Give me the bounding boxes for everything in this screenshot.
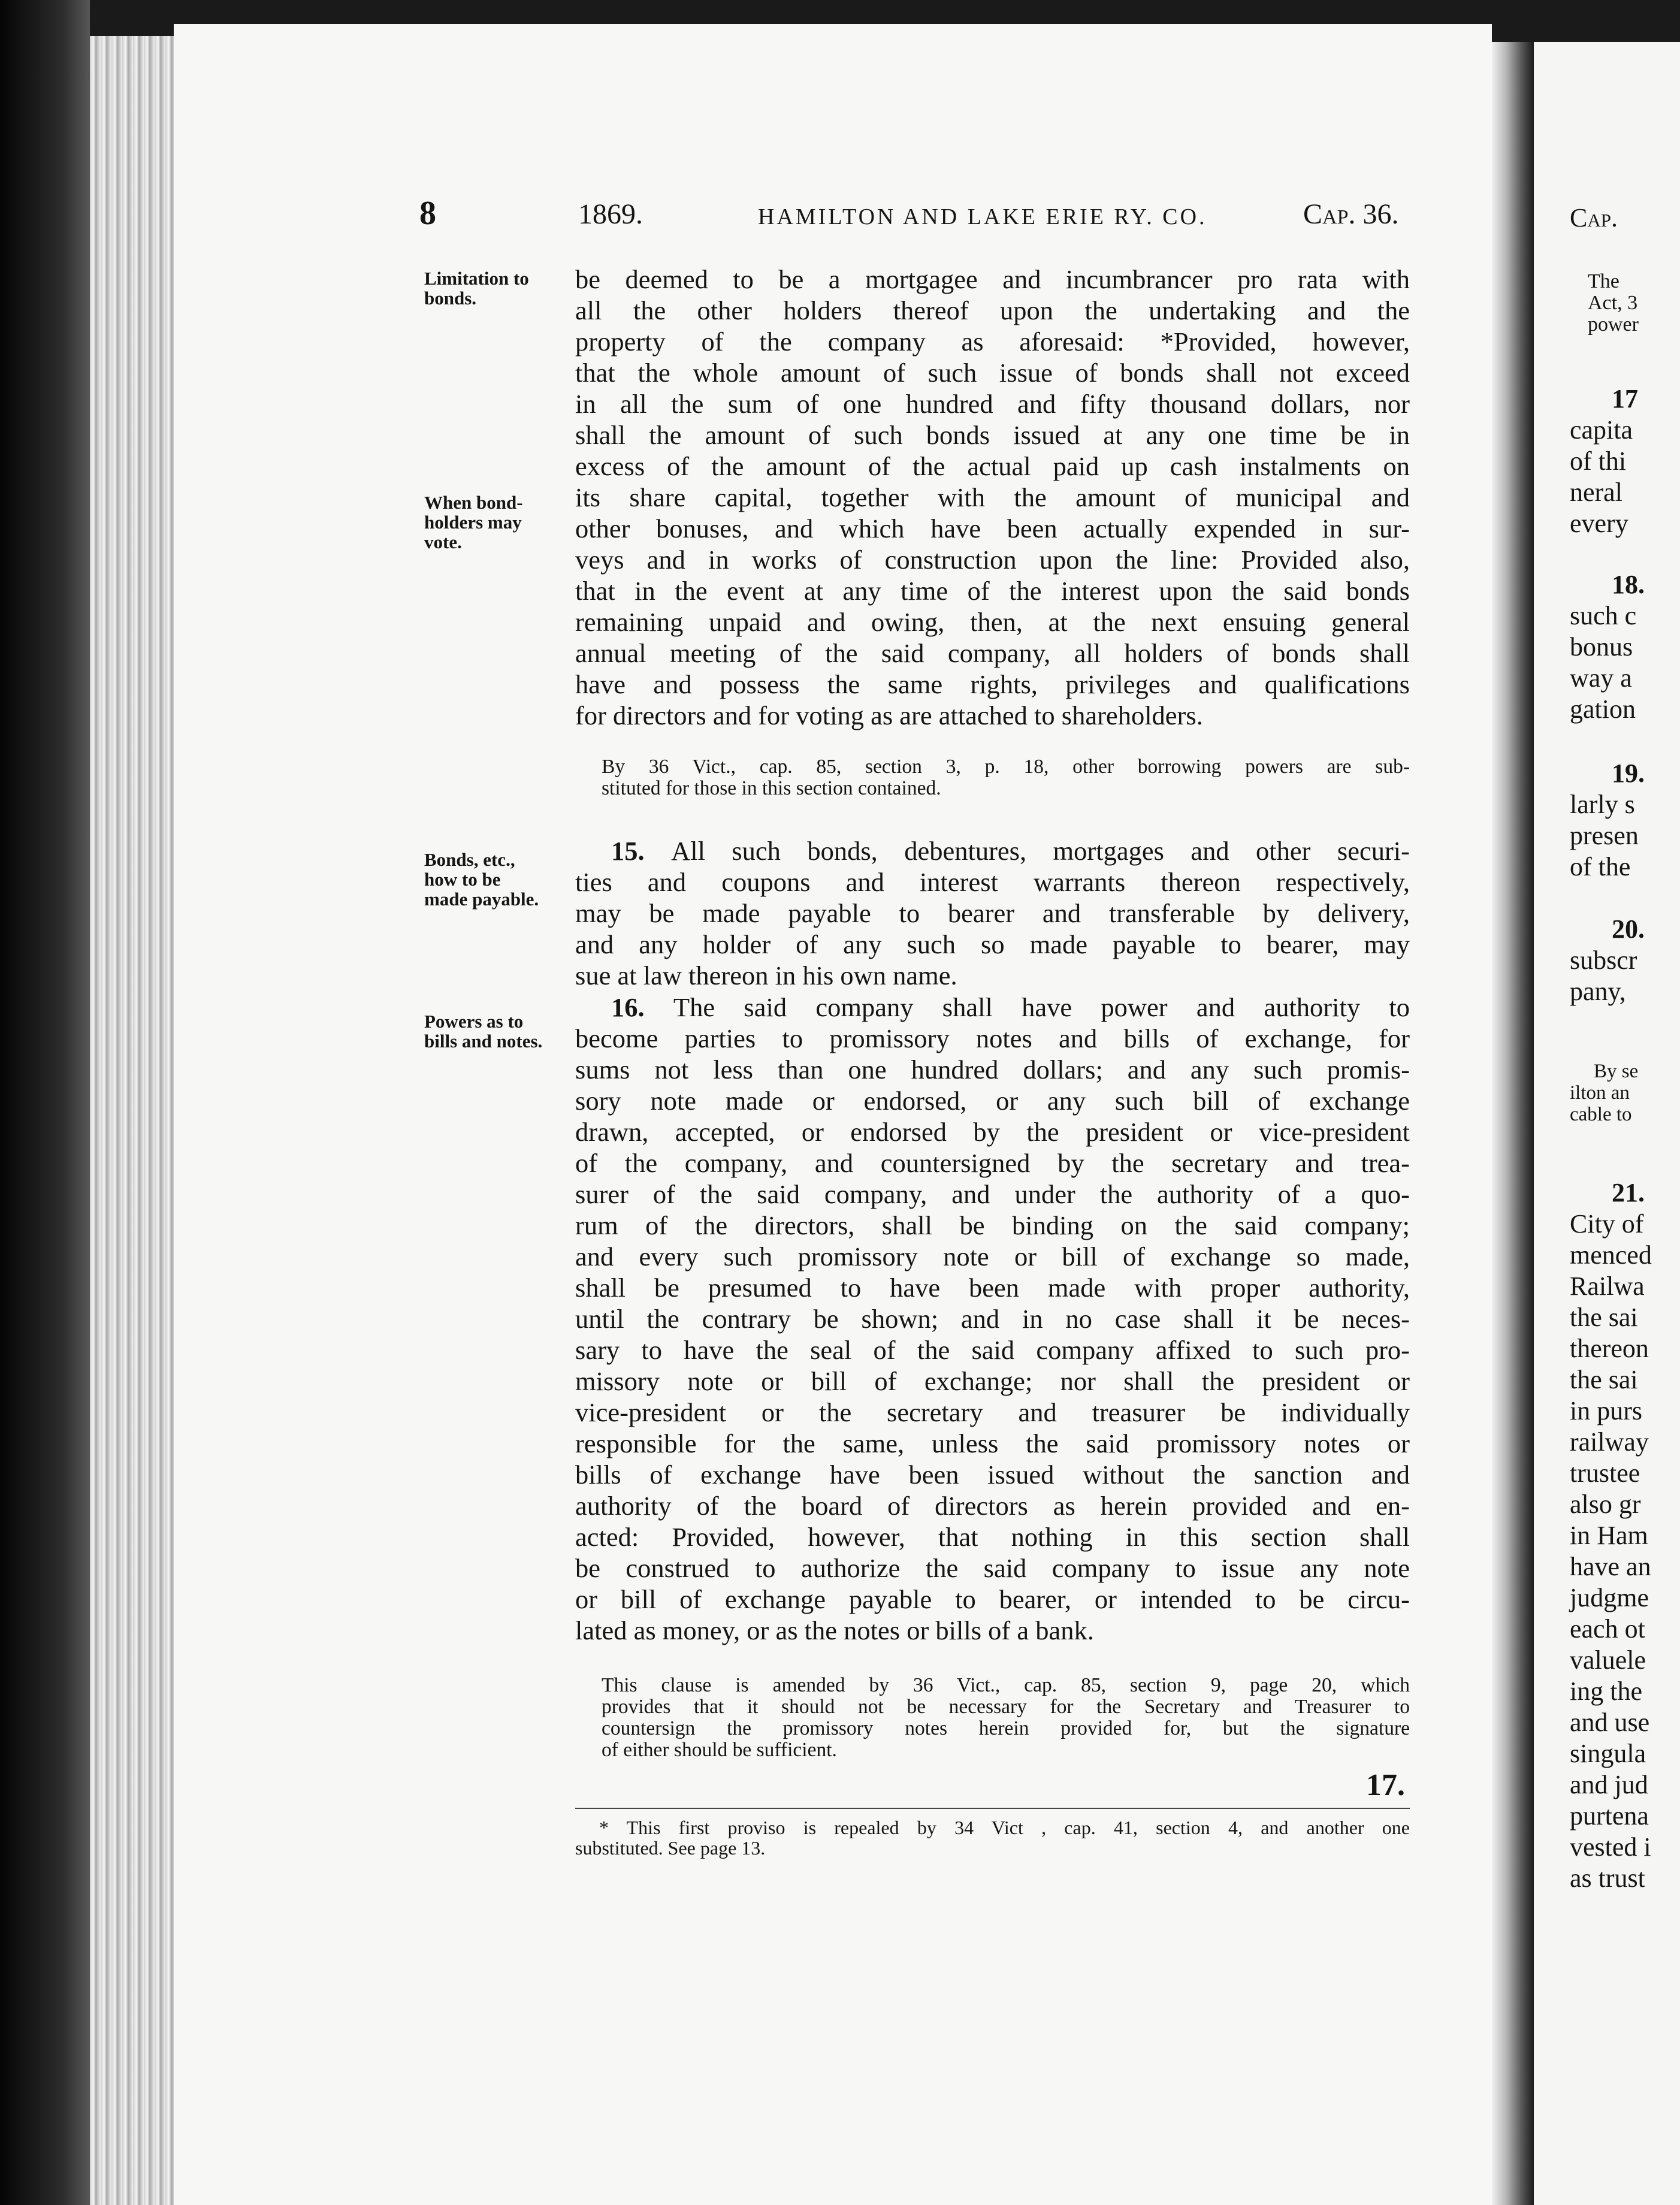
fragment-line: The xyxy=(1588,270,1619,292)
footnote xyxy=(575,1817,1410,1858)
fragment-section-number: 18. xyxy=(1612,570,1645,599)
margin-note-line: Limitation to xyxy=(424,268,529,289)
text-line: have and possess the same rights, privileges and qualifications xyxy=(575,669,1410,699)
text-line: all the other holders thereof upon the undertaking and the xyxy=(575,295,1410,325)
footnote-line: * This first proviso is repealed by 34 Vict , cap. 41, section 4, and another one xyxy=(599,1817,1410,1838)
fragment-line: such c xyxy=(1570,601,1637,630)
fragment-section-number: 17 xyxy=(1612,384,1638,413)
text-line: veys and in works of construction upon the line: Provided also, xyxy=(575,545,1410,575)
text-line: become parties to promissory notes and bills of exchange, for xyxy=(575,1023,1410,1053)
text-line: vice-president or the secretary and treasurer be individually xyxy=(575,1397,1410,1427)
text-line: sary to have the seal of the said company affixed to such pro- xyxy=(575,1335,1410,1365)
note-line: This clause is amended by 36 Vict., cap. 85, section 9, page 20, which xyxy=(602,1674,1410,1696)
footnote-rule xyxy=(575,1808,1410,1809)
fragment-line: and use xyxy=(1570,1708,1650,1737)
fragment-line: ilton an xyxy=(1570,1082,1630,1104)
text-line: and any holder of any such so made payable to bearer, may xyxy=(575,929,1410,959)
text-line: other bonuses, and which have been actually expended in sur- xyxy=(575,514,1410,543)
text-line: rum of the directors, shall be binding on the said company; xyxy=(575,1210,1410,1240)
fragment-line: also gr xyxy=(1570,1490,1641,1519)
margin-note-line: bills and notes. xyxy=(424,1031,543,1052)
header-title: HAMILTON AND LAKE ERIE RY. CO. xyxy=(758,204,1207,229)
fragment-line: subscr xyxy=(1570,946,1637,975)
text-line: authority of the board of directors as herein provided and en- xyxy=(575,1491,1410,1521)
fragment-line: By se xyxy=(1594,1061,1639,1082)
text-line: its share capital, together with the amount of municipal and xyxy=(575,482,1410,512)
next-page-section-17 xyxy=(1570,383,1638,539)
editorial-note-2 xyxy=(575,1675,1410,1761)
fragment-line: Act, 3 xyxy=(1588,292,1638,314)
fragment-line: and jud xyxy=(1570,1770,1648,1799)
header-chapter: Cap. 36. xyxy=(1303,198,1399,230)
fragment-line: in Ham xyxy=(1570,1521,1648,1550)
text-line: of the company, and countersigned by the secretary and trea- xyxy=(575,1148,1410,1178)
text-line: sue at law thereon in his own name. xyxy=(575,960,957,990)
text-line: bills of exchange have been issued without the sanction and xyxy=(575,1460,1410,1490)
next-page-note-top xyxy=(1588,271,1639,336)
margin-note-line: Bonds, etc., xyxy=(424,849,515,870)
fragment-line: of thi xyxy=(1570,446,1627,476)
fragment-line: valuele xyxy=(1570,1645,1646,1675)
text-line: in all the sum of one hundred and fifty thousand dollars, nor xyxy=(575,389,1410,419)
fragment-line: pany, xyxy=(1570,977,1626,1006)
editorial-note-1 xyxy=(575,756,1410,799)
fragment-line: the sai xyxy=(1570,1303,1638,1332)
text-line: responsible for the same, unless the said promissory notes or xyxy=(575,1428,1410,1458)
text-line: may be made payable to bearer and transferable by delivery, xyxy=(575,898,1410,928)
fragment-line: trustee xyxy=(1570,1458,1640,1488)
book-gutter xyxy=(1492,42,1534,2205)
fragment-section-number: 21. xyxy=(1612,1178,1645,1207)
fragment-line: bonus xyxy=(1570,632,1633,662)
fragment-line: singula xyxy=(1570,1739,1646,1768)
text-line: sums not less than one hundred dollars; and any such promis- xyxy=(575,1055,1410,1085)
text-line: drawn, accepted, or endorsed by the president or vice-president xyxy=(575,1117,1410,1147)
fragment-line: ing the xyxy=(1570,1677,1642,1706)
fragment-line: railway xyxy=(1570,1427,1649,1457)
next-page-note xyxy=(1570,1061,1638,1125)
text-line: remaining unpaid and owing, then, at the next ensuing general xyxy=(575,607,1410,637)
fragment-line: power xyxy=(1588,313,1639,336)
fragment-line: menced xyxy=(1570,1240,1652,1270)
next-page-section-20 xyxy=(1570,914,1645,1007)
section-first-line xyxy=(575,992,1410,1023)
fragment-line: City of xyxy=(1570,1209,1644,1239)
text-line: until the contrary be shown; and in no case shall it be neces- xyxy=(575,1304,1410,1334)
fragment-line: larly s xyxy=(1570,790,1635,819)
text-line: and every such promissory note or bill of exchange so made, xyxy=(575,1242,1410,1271)
text-line: be deemed to be a mortgagee and incumbrancer pro rata with xyxy=(575,264,1410,294)
margin-note-line: holders may xyxy=(424,512,522,533)
next-page-fragment xyxy=(1534,42,1680,2205)
margin-note-line: Powers as to xyxy=(424,1011,524,1032)
margin-note-line: When bond- xyxy=(424,492,523,513)
text-line: or bill of exchange payable to bearer, or intended to be circu- xyxy=(575,1584,1410,1614)
note-line: provides that it should not be necessary for the Secretary and Treasurer to xyxy=(602,1696,1410,1718)
fragment-line: capita xyxy=(1570,415,1633,445)
fragment-section-number: 19. xyxy=(1612,759,1645,788)
text-line: lated as money, or as the notes or bills of a bank. xyxy=(575,1615,1094,1645)
fragment-line: in purs xyxy=(1570,1396,1642,1425)
catchword: 17. xyxy=(1366,1768,1405,1802)
note-line: of either should be sufficient. xyxy=(602,1739,837,1761)
fragment-line: way a xyxy=(1570,663,1632,693)
text-line: shall be presumed to have been made with proper authority, xyxy=(575,1273,1410,1303)
text-line: surer of the said company, and under the authority of a quo- xyxy=(575,1179,1410,1209)
next-page-section-21 xyxy=(1570,1177,1652,1894)
fragment-line: neral xyxy=(1570,478,1622,507)
section-16 xyxy=(575,992,1410,1646)
text-line: excess of the amount of the actual paid up cash instalments on xyxy=(575,451,1410,481)
header-year: 1869. xyxy=(578,198,643,230)
fragment-line: gation xyxy=(1570,694,1636,724)
margin-note-line: vote. xyxy=(424,531,462,552)
text-line: that the whole amount of such issue of bonds shall not exceed xyxy=(575,358,1410,388)
fragment-line: presen xyxy=(1570,821,1639,850)
text-line: shall the amount of such bonds issued at any one time be in xyxy=(575,420,1410,450)
fragment-line: as trust xyxy=(1570,1863,1645,1893)
margin-note-line: made payable. xyxy=(424,889,539,910)
fragment-line: the sai xyxy=(1570,1365,1638,1394)
page-number: 8 xyxy=(419,195,436,232)
footnote-line: substituted. See page 13. xyxy=(575,1837,766,1859)
fragment-line: purtena xyxy=(1570,1801,1649,1831)
next-page-section-19 xyxy=(1570,758,1645,883)
section-number: 15. xyxy=(611,836,645,866)
note-line: stituted for those in this section contained. xyxy=(602,777,941,799)
fragment-line: each ot xyxy=(1570,1614,1645,1644)
margin-note-line: how to be xyxy=(424,869,501,890)
text-line: ties and coupons and interest warrants thereon respectively, xyxy=(575,867,1410,897)
section-14-continuation xyxy=(575,264,1410,731)
next-page-header: Cap. xyxy=(1570,203,1618,232)
text-line: that in the event at any time of the interest upon the said bonds xyxy=(575,576,1410,606)
margin-note-bonds-payable xyxy=(424,850,568,909)
text-line: annual meeting of the said company, all holders of bonds shall xyxy=(575,638,1410,668)
margin-note-powers xyxy=(424,1011,568,1051)
text-line: acted: Provided, however, that nothing in this section shall xyxy=(575,1522,1410,1552)
text-line: missory note or bill of exchange; nor shall the president or xyxy=(575,1366,1410,1396)
margin-note-bondholders xyxy=(424,493,568,552)
fragment-line: have an xyxy=(1570,1552,1651,1581)
note-line: countersign the promissory notes herein provided for, but the signature xyxy=(602,1717,1410,1739)
fragment-line: thereon xyxy=(1570,1334,1649,1363)
fragment-line: Railwa xyxy=(1570,1271,1645,1301)
section-number: 16. xyxy=(611,992,645,1022)
fragment-section-number: 20. xyxy=(1612,914,1645,944)
fragment-line: judgme xyxy=(1570,1583,1649,1612)
margin-note-limitation xyxy=(424,268,568,308)
section-first-line xyxy=(575,835,1410,866)
text-line: be construed to authorize the said company to issue any note xyxy=(575,1553,1410,1583)
fragment-line: of the xyxy=(1570,852,1631,881)
fragment-line: vested i xyxy=(1570,1832,1651,1862)
text-line: for directors and for voting as are attached to shareholders. xyxy=(575,700,1203,730)
text-line: The said company shall have power and authority to xyxy=(673,992,1410,1022)
fragment-line: every xyxy=(1570,509,1628,538)
page-stack-edges xyxy=(90,36,174,2205)
next-page-section-18 xyxy=(1570,569,1645,725)
margin-note-line: bonds. xyxy=(424,288,477,309)
text-line: sory note made or endorsed, or any such bill of exchange xyxy=(575,1086,1410,1116)
fragment-line: cable to xyxy=(1570,1104,1632,1125)
text-line: All such bonds, debentures, mortgages and other securi- xyxy=(671,836,1410,866)
section-15 xyxy=(575,835,1410,991)
text-line: property of the company as aforesaid: *Provided, however, xyxy=(575,327,1410,357)
note-line: By 36 Vict., cap. 85, section 3, p. 18, other borrowing powers are sub- xyxy=(602,756,1410,778)
scan-left-edge xyxy=(0,0,90,2205)
